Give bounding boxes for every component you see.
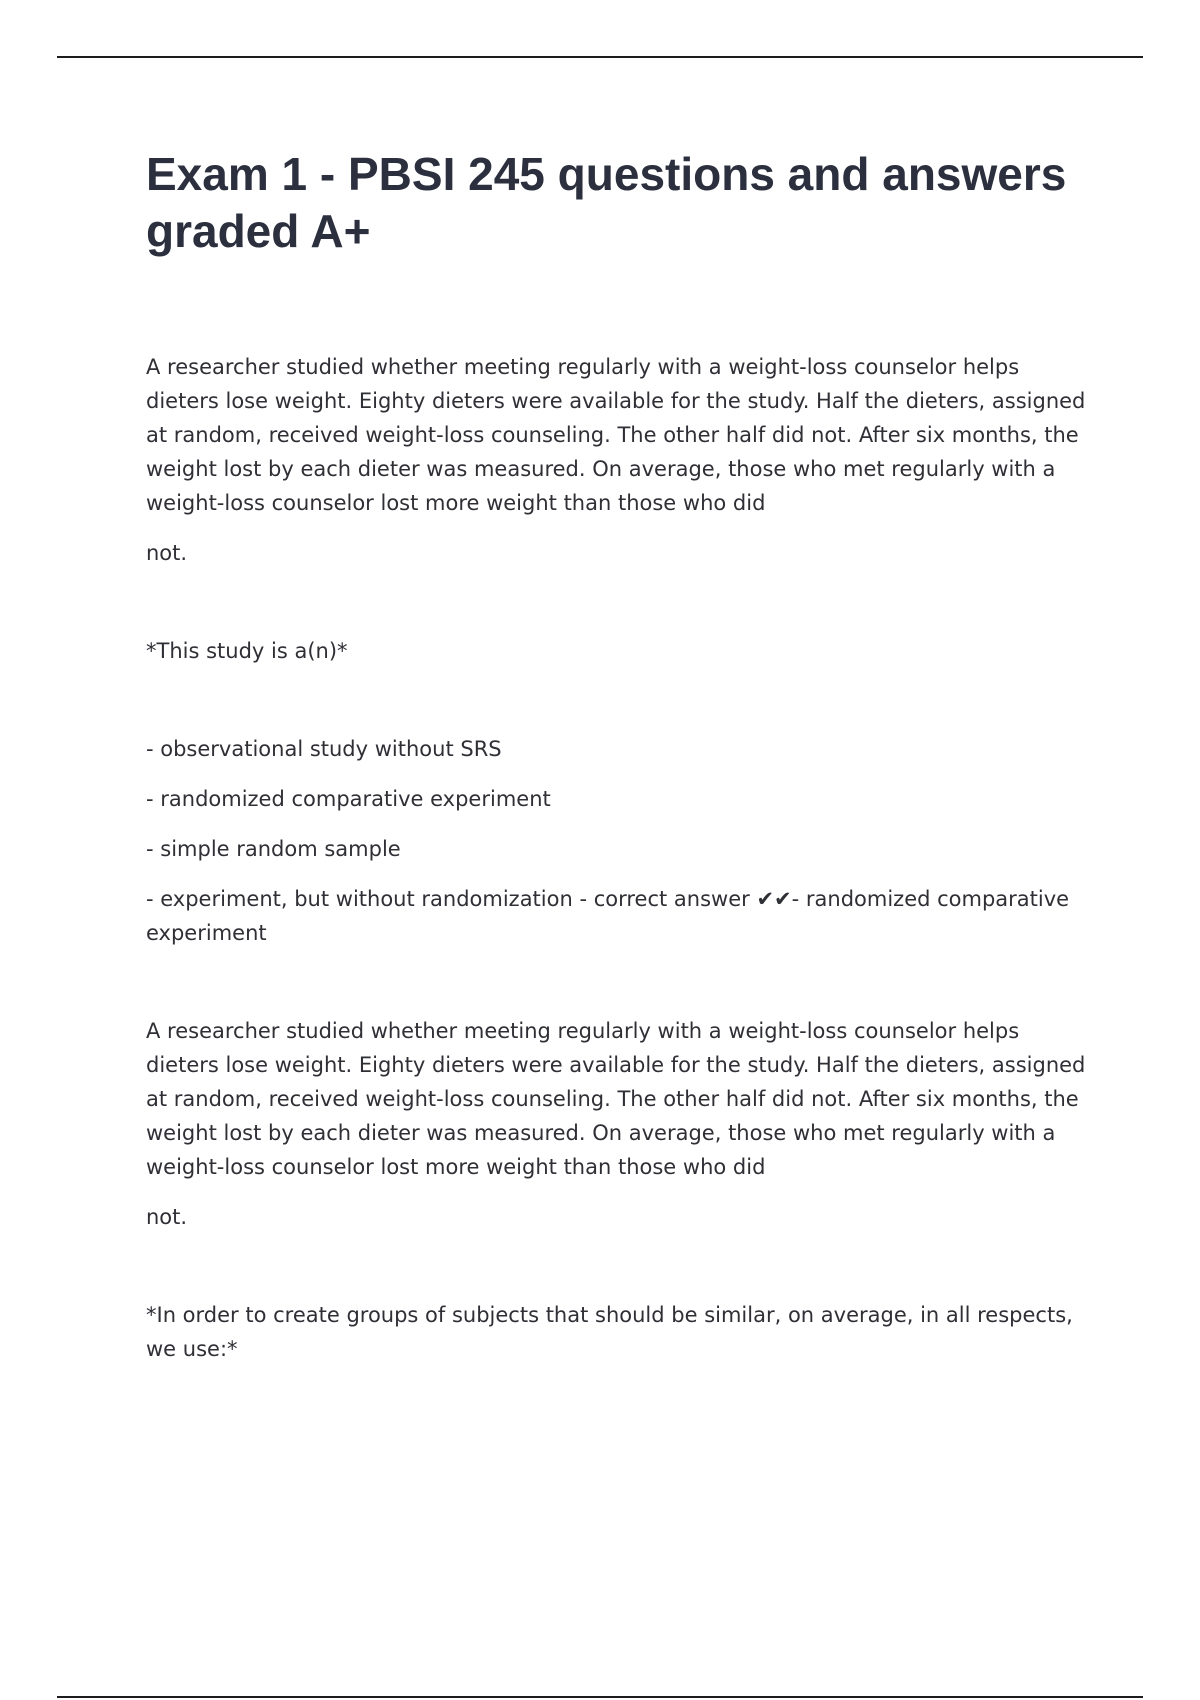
question-1-stem: A researcher studied whether meeting regularly with a weight-loss counselor helps dieters lose weight. Eighty dieters were available for the study. Half the dieters, assigned at random, received weight-loss counseling. The other half did not. After six months, the weight lost by each dieter was measured. On average, those who met regularly with a weight-loss counselor lost more weight than those who did bbox=[146, 355, 1086, 515]
question-1-stem-end: not. bbox=[146, 541, 188, 565]
question-1-options bbox=[146, 732, 1086, 950]
document-title: Exam 1 - PBSI 245 questions and answers graded A+ bbox=[146, 148, 1067, 257]
question-1-prompt: *This study is a(n)* bbox=[146, 639, 348, 663]
question-2 bbox=[146, 1014, 1086, 1366]
option-experiment-without-randomization-with-answer: - experiment, but without randomization - correct answer ✔✔- randomized comparative experiment bbox=[146, 887, 1070, 945]
bottom-divider bbox=[57, 1696, 1143, 1698]
option-simple-random-sample: - simple random sample bbox=[146, 837, 401, 861]
question-2-prompt: *In order to create groups of subjects that should be similar, on average, in all respects, we use:* bbox=[146, 1303, 1073, 1361]
question-2-stem-end: not. bbox=[146, 1205, 188, 1229]
option-observational-study: - observational study without SRS bbox=[146, 737, 502, 761]
option-randomized-comparative-experiment: - randomized comparative experiment bbox=[146, 787, 551, 811]
document-body bbox=[146, 146, 1086, 1366]
question-1 bbox=[146, 350, 1086, 950]
top-divider bbox=[57, 56, 1143, 58]
question-2-stem: A researcher studied whether meeting regularly with a weight-loss counselor helps dieters lose weight. Eighty dieters were available for the study. Half the dieters, assigned at random, received weight-loss counseling. The other half did not. After six months, the weight lost by each dieter was measured. On average, those who met regularly with a weight-loss counselor lost more weight than those who did bbox=[146, 1019, 1086, 1179]
